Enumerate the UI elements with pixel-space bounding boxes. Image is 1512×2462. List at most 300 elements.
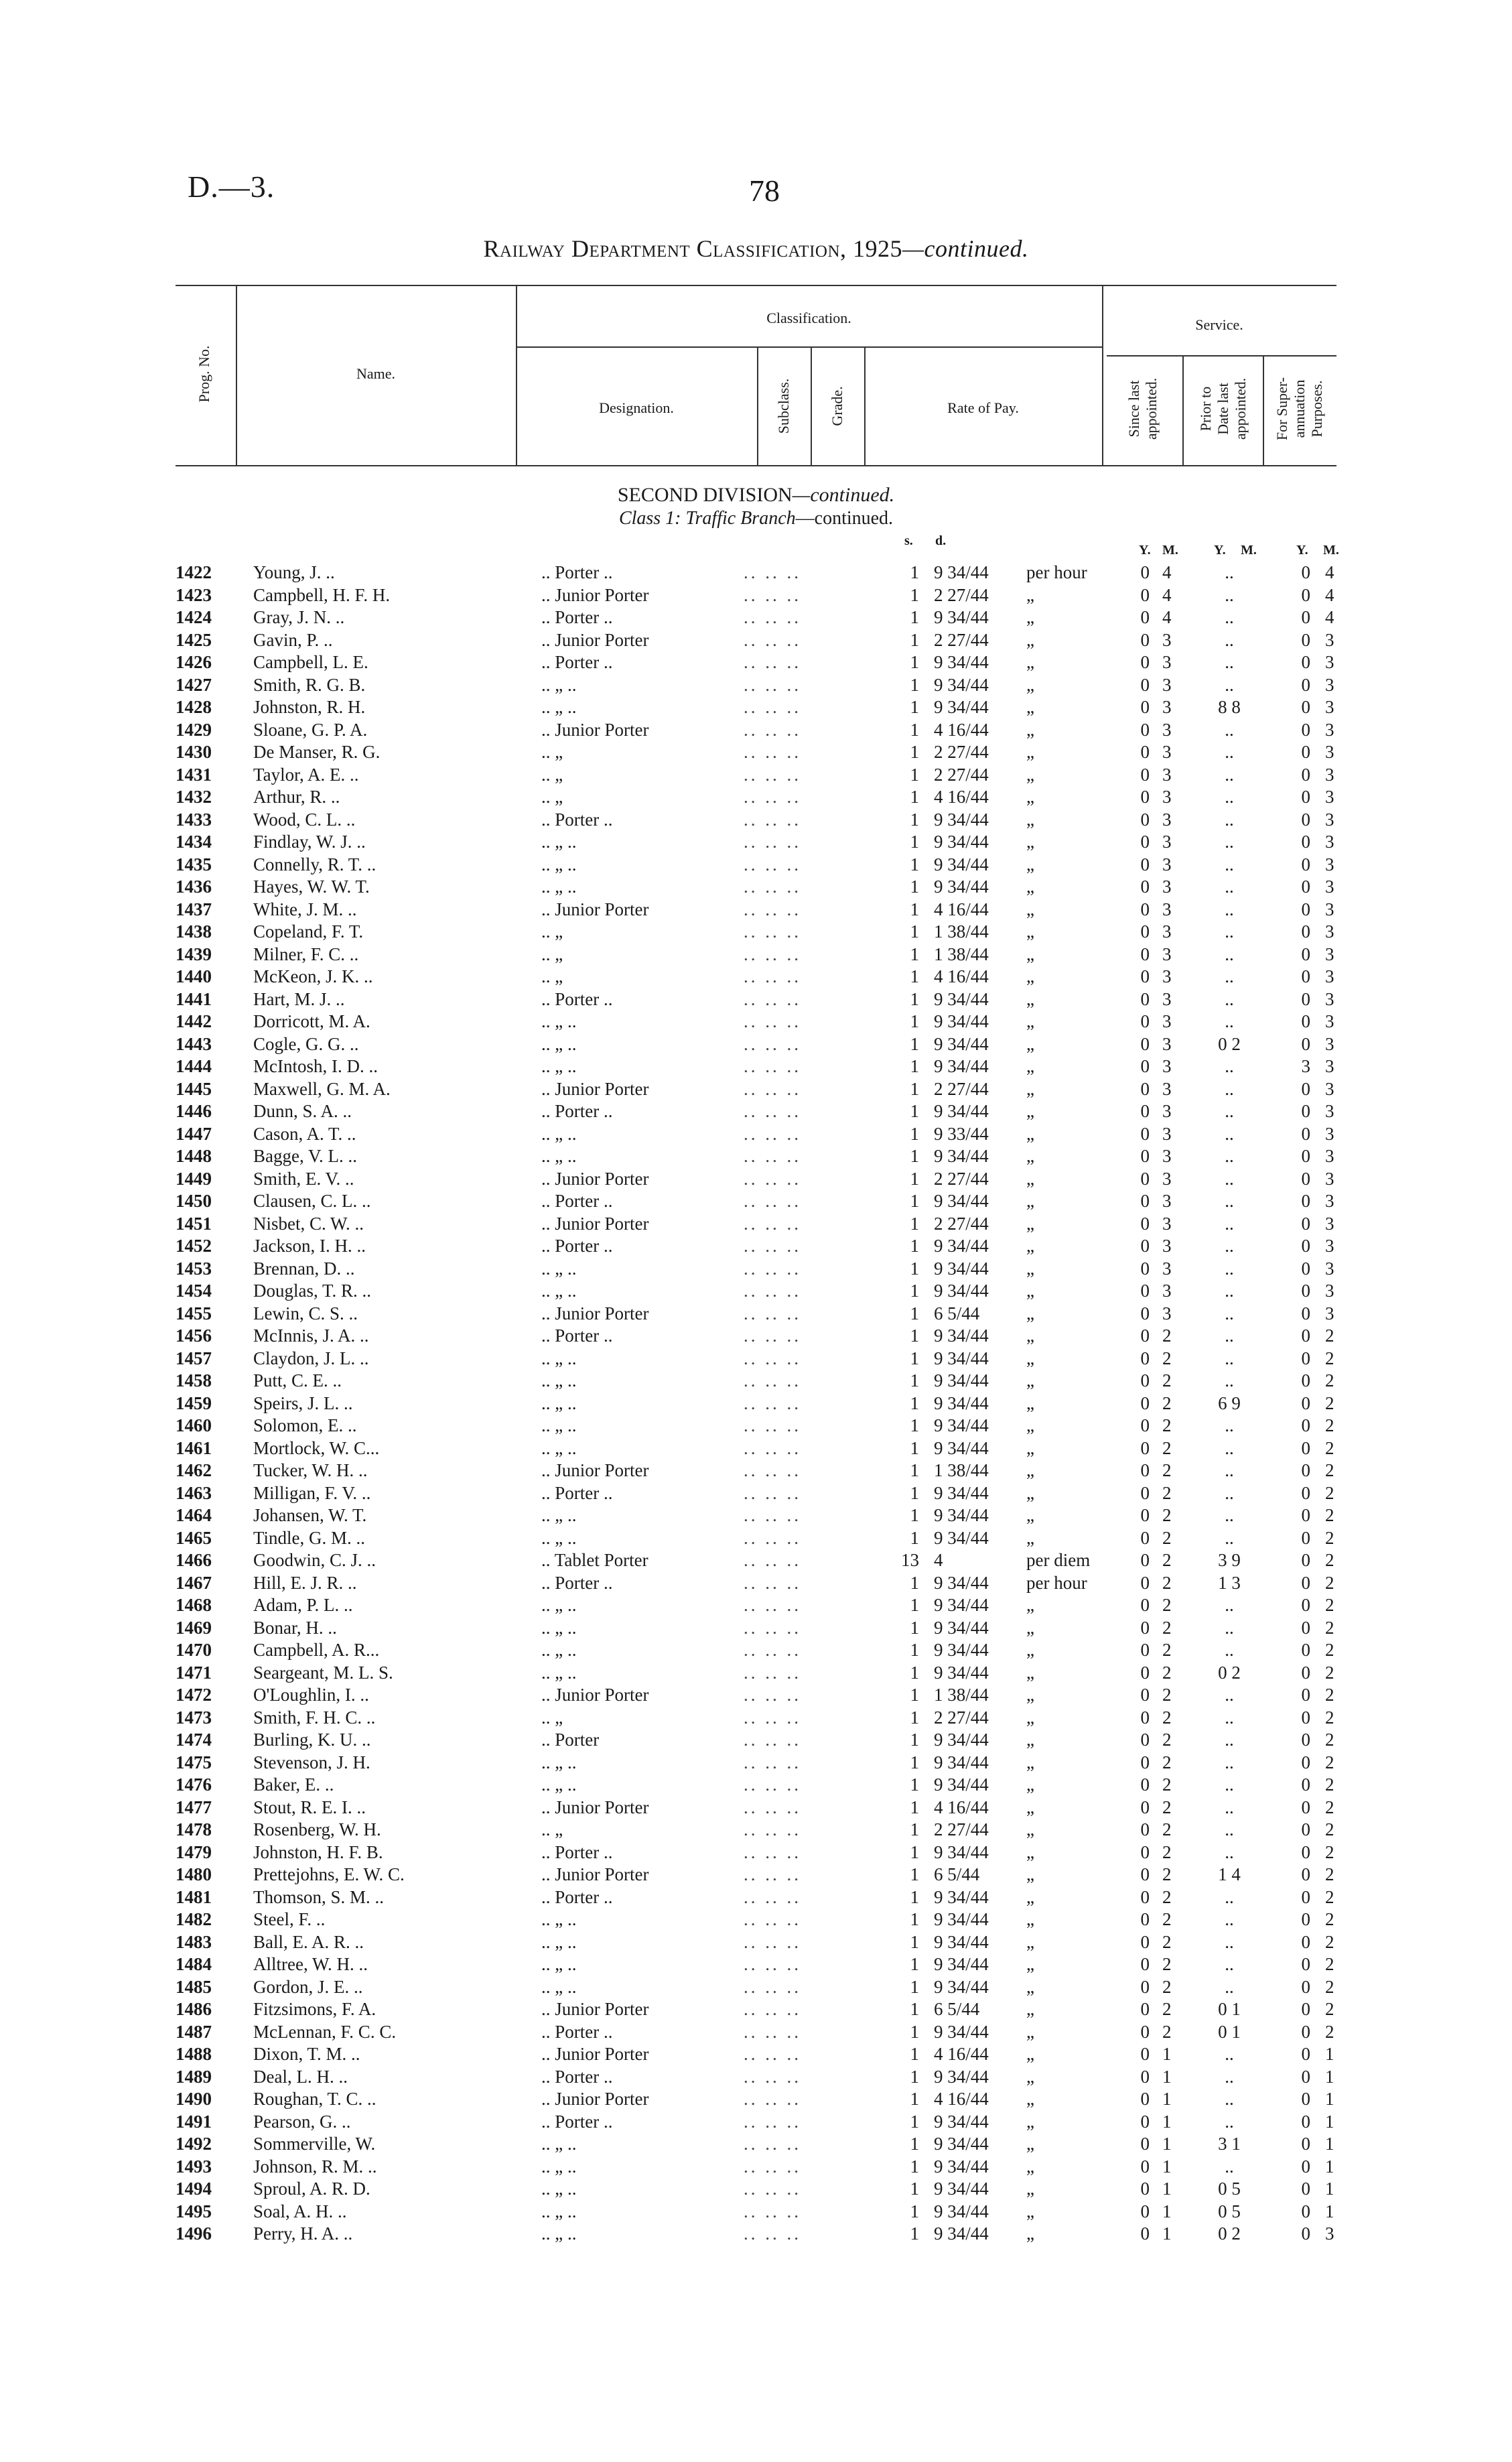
- pay-period: „: [1026, 809, 1034, 830]
- service-months: 2: [1162, 1370, 1172, 1390]
- superannuation-months: 3: [1325, 809, 1334, 830]
- pay-shillings: 1: [910, 742, 919, 762]
- pay-pence: 9 34/44: [934, 2179, 989, 2199]
- service-months: 2: [1162, 1999, 1172, 2019]
- prior-service: 1 3: [1218, 1572, 1241, 1593]
- designation: .. Junior Porter: [541, 899, 649, 919]
- prog-no: 1487: [176, 2021, 212, 2042]
- pay-pence: 9 34/44: [934, 2201, 989, 2221]
- service-years: 0: [1140, 1281, 1150, 1301]
- pay-period: „: [1026, 921, 1034, 942]
- leader-dots: .. .. ..: [744, 652, 801, 672]
- prog-no: 1437: [176, 899, 212, 919]
- leader-dots: .. .. ..: [744, 2021, 801, 2042]
- service-months: 2: [1162, 1819, 1172, 1839]
- superannuation-months: 2: [1325, 1819, 1334, 1839]
- employee-name: Burling, K. U. ..: [253, 1730, 371, 1750]
- leader-dots: .. .. ..: [744, 1123, 801, 1144]
- service-years: 0: [1140, 1707, 1150, 1728]
- table-row: [0, 584, 1512, 606]
- pay-period: „: [1026, 1886, 1034, 1907]
- superannuation-months: 3: [1325, 1011, 1334, 1031]
- service-months: 2: [1162, 1909, 1172, 1929]
- prior-service: 3 1: [1218, 2134, 1241, 2154]
- superannuation-months: 2: [1325, 1909, 1334, 1929]
- header-grade: Grade.: [829, 386, 845, 426]
- employee-name: Bonar, H. ..: [253, 1617, 337, 1638]
- pay-period: „: [1026, 832, 1034, 852]
- employee-name: Gavin, P. ..: [253, 629, 333, 650]
- service-months: 1: [1162, 2066, 1172, 2087]
- pay-period: „: [1026, 2021, 1034, 2042]
- superannuation-years: 0: [1301, 1662, 1310, 1683]
- table-row: [0, 1908, 1512, 1931]
- superannuation-years: 0: [1301, 1595, 1310, 1615]
- employee-name: Putt, C. E. ..: [253, 1370, 342, 1390]
- pay-shillings: 1: [910, 1191, 919, 1211]
- superannuation-months: 3: [1325, 988, 1334, 1009]
- superannuation-months: 2: [1325, 1685, 1334, 1705]
- leader-dots: .. .. ..: [744, 1078, 801, 1099]
- pay-period: „: [1026, 1595, 1034, 1615]
- pay-period: „: [1026, 1662, 1034, 1683]
- employee-name: Milligan, F. V. ..: [253, 1482, 371, 1503]
- leader-dots: .. .. ..: [744, 719, 801, 740]
- pay-pence: 9 34/44: [934, 988, 989, 1009]
- superannuation-years: 0: [1301, 1572, 1310, 1593]
- designation: .. „: [541, 787, 563, 807]
- service-years: 0: [1140, 1123, 1150, 1144]
- pay-shillings: 1: [910, 1886, 919, 1907]
- pay-period: „: [1026, 1909, 1034, 1929]
- prog-no: 1493: [176, 2156, 212, 2177]
- service-years: 0: [1140, 607, 1150, 627]
- prior-service: ..: [1225, 1348, 1234, 1368]
- employee-name: Dorricott, M. A.: [253, 1011, 370, 1031]
- leader-dots: .. .. ..: [744, 899, 801, 919]
- table-row: [0, 741, 1512, 763]
- pay-pence: 1 38/44: [934, 1460, 989, 1480]
- designation: .. Junior Porter: [541, 1078, 649, 1099]
- pay-pence: 9 34/44: [934, 697, 989, 717]
- service-years: 0: [1140, 697, 1150, 717]
- table-row: [0, 562, 1512, 584]
- pay-pence: 9 34/44: [934, 1011, 989, 1031]
- superannuation-years: 0: [1301, 1886, 1310, 1907]
- pay-shillings: 1: [910, 854, 919, 874]
- service-months: 3: [1162, 1281, 1172, 1301]
- superannuation-months: 1: [1325, 2201, 1334, 2221]
- employee-name: Seargeant, M. L. S.: [253, 1662, 393, 1683]
- prog-no: 1429: [176, 719, 212, 740]
- leader-dots: .. .. ..: [744, 1325, 801, 1346]
- employee-name: Thomson, S. M. ..: [253, 1886, 385, 1907]
- employee-name: Roughan, T. C. ..: [253, 2089, 376, 2109]
- leader-dots: .. .. ..: [744, 1281, 801, 1301]
- pay-pence: 9 34/44: [934, 1527, 989, 1548]
- superannuation-years: 0: [1301, 966, 1310, 986]
- leader-dots: .. .. ..: [744, 674, 801, 695]
- pay-pence: 9 34/44: [934, 1056, 989, 1076]
- prior-service: ..: [1225, 1527, 1234, 1548]
- designation: .. „ ..: [541, 1527, 577, 1548]
- service-months: 3: [1162, 1191, 1172, 1211]
- designation: .. Junior Porter: [541, 1460, 649, 1480]
- table-row: [0, 2111, 1512, 2133]
- superannuation-months: 2: [1325, 1595, 1334, 1615]
- leader-dots: .. .. ..: [744, 1640, 801, 1660]
- superannuation-years: 0: [1301, 1033, 1310, 1054]
- superannuation-months: 3: [1325, 854, 1334, 874]
- service-years: 0: [1140, 1841, 1150, 1862]
- prog-no: 1444: [176, 1056, 212, 1076]
- superannuation-years: 0: [1301, 1392, 1310, 1413]
- pay-pence: 9 34/44: [934, 2156, 989, 2177]
- pay-shillings: 1: [910, 1281, 919, 1301]
- superannuation-months: 3: [1325, 787, 1334, 807]
- employee-name: Campbell, L. E.: [253, 652, 368, 672]
- pay-pence: 9 34/44: [934, 2021, 989, 2042]
- prior-service: ..: [1225, 1146, 1234, 1166]
- prior-service: ..: [1225, 1841, 1234, 1862]
- table-row: [0, 1235, 1512, 1257]
- employee-name: O'Loughlin, I. ..: [253, 1685, 369, 1705]
- table-row: [0, 606, 1512, 629]
- pay-period: „: [1026, 1392, 1034, 1413]
- prog-no: 1435: [176, 854, 212, 874]
- pay-period: „: [1026, 1325, 1034, 1346]
- pay-pence: 4 16/44: [934, 1797, 989, 1817]
- table-row: [0, 1752, 1512, 1774]
- service-years: 0: [1140, 1886, 1150, 1907]
- service-months: 2: [1162, 1931, 1172, 1952]
- pay-period: „: [1026, 854, 1034, 874]
- employee-name: Cason, A. T. ..: [253, 1123, 356, 1144]
- designation: .. „ ..: [541, 2179, 577, 2199]
- service-years: 0: [1140, 877, 1150, 897]
- prog-no: 1496: [176, 2223, 212, 2244]
- service-years: 0: [1140, 1640, 1150, 1660]
- superannuation-years: 0: [1301, 787, 1310, 807]
- superannuation-years: 0: [1301, 1797, 1310, 1817]
- leader-dots: .. .. ..: [744, 1999, 801, 2019]
- prog-no: 1463: [176, 1482, 212, 1503]
- pay-period: „: [1026, 1685, 1034, 1705]
- leader-dots: .. .. ..: [744, 1437, 801, 1458]
- leader-dots: .. .. ..: [744, 1303, 801, 1323]
- employee-name: Smith, E. V. ..: [253, 1168, 354, 1189]
- service-years: 0: [1140, 1550, 1150, 1570]
- pay-pence: 9 34/44: [934, 1886, 989, 1907]
- prog-no: 1477: [176, 1797, 212, 1817]
- prior-service: 0 1: [1218, 2021, 1241, 2042]
- designation: .. Junior Porter: [541, 1685, 649, 1705]
- superannuation-months: 2: [1325, 2021, 1334, 2042]
- pay-shillings: 1: [910, 1864, 919, 1884]
- service-years: 0: [1140, 1348, 1150, 1368]
- pay-pence: 9 34/44: [934, 607, 989, 627]
- prior-service: ..: [1225, 832, 1234, 852]
- superannuation-years: 0: [1301, 742, 1310, 762]
- leader-dots: .. .. ..: [744, 1258, 801, 1279]
- prog-no: 1470: [176, 1640, 212, 1660]
- pay-pence: 9 34/44: [934, 2134, 989, 2154]
- service-months: 2: [1162, 1482, 1172, 1503]
- prog-no: 1473: [176, 1707, 212, 1728]
- prog-no: 1480: [176, 1864, 212, 1884]
- service-years: 0: [1140, 1572, 1150, 1593]
- header-subclass: Subclass.: [775, 378, 792, 434]
- pay-period: „: [1026, 2134, 1034, 2154]
- designation: .. Junior Porter: [541, 2089, 649, 2109]
- pay-pence: 9 34/44: [934, 1236, 989, 1256]
- designation: .. „ ..: [541, 877, 577, 897]
- table-row: [0, 1303, 1512, 1325]
- superannuation-years: 0: [1301, 2223, 1310, 2244]
- pay-shillings: 1: [910, 1078, 919, 1099]
- table-row: [0, 1684, 1512, 1706]
- employee-name: McInnis, J. A. ..: [253, 1325, 369, 1346]
- service-months: 3: [1162, 1213, 1172, 1234]
- designation: .. „ ..: [541, 1437, 577, 1458]
- leader-dots: .. .. ..: [744, 1572, 801, 1593]
- service-months: 2: [1162, 1415, 1172, 1435]
- pay-shillings: 1: [910, 1819, 919, 1839]
- superannuation-months: 4: [1325, 584, 1334, 605]
- table-row: [0, 1145, 1512, 1167]
- superannuation-years: 0: [1301, 1168, 1310, 1189]
- superannuation-years: 0: [1301, 1550, 1310, 1570]
- pay-shillings: 1: [910, 877, 919, 897]
- prog-no: 1495: [176, 2201, 212, 2221]
- leader-dots: .. .. ..: [744, 1146, 801, 1166]
- service-months: 2: [1162, 1617, 1172, 1638]
- superannuation-months: 3: [1325, 944, 1334, 964]
- service-months: 1: [1162, 2111, 1172, 2132]
- designation: .. „ ..: [541, 1281, 577, 1301]
- superannuation-years: 0: [1301, 2111, 1310, 2132]
- employee-name: Johnston, R. H.: [253, 697, 366, 717]
- leader-dots: .. .. ..: [744, 2044, 801, 2064]
- pay-pence: 9 34/44: [934, 1841, 989, 1862]
- service-years: 0: [1140, 2156, 1150, 2177]
- superannuation-years: 0: [1301, 854, 1310, 874]
- pay-period: „: [1026, 1258, 1034, 1279]
- employee-name: Wood, C. L. ..: [253, 809, 356, 830]
- designation: .. Junior Porter: [541, 1213, 649, 1234]
- service-years: 0: [1140, 674, 1150, 695]
- pay-shillings: 1: [910, 1168, 919, 1189]
- service-months: 3: [1162, 787, 1172, 807]
- leader-dots: .. .. ..: [744, 1595, 801, 1615]
- prog-no: 1462: [176, 1460, 212, 1480]
- table-row: [0, 1617, 1512, 1639]
- leader-dots: .. .. ..: [744, 1191, 801, 1211]
- prior-service: ..: [1225, 2111, 1234, 2132]
- prog-no: 1486: [176, 1999, 212, 2019]
- pay-shillings: 1: [910, 1123, 919, 1144]
- designation: .. Porter ..: [541, 607, 613, 627]
- superannuation-months: 3: [1325, 1281, 1334, 1301]
- superannuation-months: 3: [1325, 1056, 1334, 1076]
- service-years: 0: [1140, 809, 1150, 830]
- prog-no: 1456: [176, 1325, 212, 1346]
- superannuation-months: 1: [1325, 2156, 1334, 2177]
- header-superannuation: For Super- annuation Purposes.: [1274, 377, 1325, 441]
- pay-period: „: [1026, 1999, 1034, 2019]
- unit-years-2: Y.: [1214, 543, 1226, 558]
- pay-period: „: [1026, 719, 1034, 740]
- pay-pence: 9 34/44: [934, 2223, 989, 2244]
- employee-name: Soal, A. H. ..: [253, 2201, 347, 2221]
- designation: .. Porter ..: [541, 1101, 613, 1121]
- leader-dots: .. .. ..: [744, 1931, 801, 1952]
- prog-no: 1426: [176, 652, 212, 672]
- employee-name: Campbell, H. F. H.: [253, 584, 391, 605]
- prog-no: 1492: [176, 2134, 212, 2154]
- service-years: 0: [1140, 1527, 1150, 1548]
- leader-dots: .. .. ..: [744, 1348, 801, 1368]
- employee-name: Pearson, G. ..: [253, 2111, 351, 2132]
- designation: .. „ ..: [541, 1415, 577, 1435]
- superannuation-years: 0: [1301, 1482, 1310, 1503]
- employee-name: Bagge, V. L. ..: [253, 1146, 357, 1166]
- prior-service: ..: [1225, 742, 1234, 762]
- leader-dots: .. .. ..: [744, 1213, 801, 1234]
- prog-no: 1442: [176, 1011, 212, 1031]
- service-months: 2: [1162, 1864, 1172, 1884]
- pay-pence: 9 34/44: [934, 1730, 989, 1750]
- service-years: 0: [1140, 1976, 1150, 1997]
- pay-shillings: 1: [910, 1325, 919, 1346]
- pay-period: „: [1026, 1123, 1034, 1144]
- unit-years-3: Y.: [1296, 543, 1308, 558]
- pay-period: „: [1026, 1078, 1034, 1099]
- superannuation-years: 0: [1301, 809, 1310, 830]
- service-months: 3: [1162, 1303, 1172, 1323]
- prior-service: ..: [1225, 1954, 1234, 1974]
- designation: .. „ ..: [541, 1348, 577, 1368]
- superannuation-months: 1: [1325, 2111, 1334, 2132]
- table-row: [0, 1437, 1512, 1460]
- prog-no: 1472: [176, 1685, 212, 1705]
- employee-name: Hayes, W. W. T.: [253, 877, 370, 897]
- unit-pence: d.: [935, 533, 947, 548]
- employee-name: Smith, F. H. C. ..: [253, 1707, 376, 1728]
- pay-pence: 9 34/44: [934, 2066, 989, 2087]
- prior-service: ..: [1225, 1191, 1234, 1211]
- designation: .. Junior Porter: [541, 629, 649, 650]
- pay-shillings: 1: [910, 787, 919, 807]
- prior-service: ..: [1225, 2089, 1234, 2109]
- superannuation-years: 0: [1301, 988, 1310, 1009]
- service-years: 0: [1140, 629, 1150, 650]
- prior-service: 0 5: [1218, 2179, 1241, 2199]
- prog-no: 1489: [176, 2066, 212, 2087]
- service-years: 0: [1140, 2044, 1150, 2064]
- superannuation-years: 0: [1301, 1415, 1310, 1435]
- designation: .. Junior Porter: [541, 1999, 649, 2019]
- table-row: [0, 1931, 1512, 1953]
- service-months: 3: [1162, 1101, 1172, 1121]
- service-years: 0: [1140, 1797, 1150, 1817]
- prior-service: ..: [1225, 719, 1234, 740]
- leader-dots: .. .. ..: [744, 1976, 801, 1997]
- service-years: 0: [1140, 1146, 1150, 1166]
- pay-shillings: 1: [910, 1011, 919, 1031]
- page-title-main: Railway Department Classification, 1925: [483, 235, 903, 262]
- employee-name: McKeon, J. K. ..: [253, 966, 373, 986]
- pay-shillings: 1: [910, 2089, 919, 2109]
- prog-no: 1467: [176, 1572, 212, 1593]
- pay-pence: 9 33/44: [934, 1123, 989, 1144]
- prog-no: 1466: [176, 1550, 212, 1570]
- service-months: 2: [1162, 1392, 1172, 1413]
- service-years: 0: [1140, 2089, 1150, 2109]
- service-months: 3: [1162, 674, 1172, 695]
- employee-name: Findlay, W. J. ..: [253, 832, 366, 852]
- leader-dots: .. .. ..: [744, 2201, 801, 2221]
- superannuation-months: 1: [1325, 2134, 1334, 2154]
- employee-name: Arthur, R. ..: [253, 787, 340, 807]
- class-title: Class 1: Traffic Branch—continued.: [618, 508, 894, 529]
- prior-service: ..: [1225, 1931, 1234, 1952]
- pay-pence: 1 38/44: [934, 944, 989, 964]
- pay-shillings: 1: [910, 2223, 919, 2244]
- service-months: 4: [1162, 562, 1172, 582]
- prog-no: 1450: [176, 1191, 212, 1211]
- employee-name: Young, J. ..: [253, 562, 335, 582]
- service-months: 3: [1162, 1011, 1172, 1031]
- table-row: [0, 1572, 1512, 1594]
- table-row: [0, 1841, 1512, 1864]
- superannuation-years: 0: [1301, 1236, 1310, 1256]
- employee-name: Goodwin, C. J. ..: [253, 1550, 376, 1570]
- leader-dots: .. .. ..: [744, 1011, 801, 1031]
- table-row: [0, 1662, 1512, 1684]
- pay-period: „: [1026, 652, 1034, 672]
- service-months: 2: [1162, 1797, 1172, 1817]
- pay-period: „: [1026, 1370, 1034, 1390]
- employee-name: Cogle, G. G. ..: [253, 1033, 359, 1054]
- prog-no: 1422: [176, 562, 212, 582]
- pay-pence: 9 34/44: [934, 1572, 989, 1593]
- employee-name: Lewin, C. S. ..: [253, 1303, 358, 1323]
- leader-dots: .. .. ..: [744, 742, 801, 762]
- designation: .. Junior Porter: [541, 719, 649, 740]
- table-row: [0, 1078, 1512, 1100]
- service-years: 0: [1140, 1864, 1150, 1884]
- leader-dots: .. .. ..: [744, 2089, 801, 2109]
- pay-shillings: 1: [910, 1617, 919, 1638]
- pay-period: „: [1026, 1033, 1034, 1054]
- superannuation-months: 2: [1325, 1617, 1334, 1638]
- superannuation-years: 0: [1301, 1707, 1310, 1728]
- leader-dots: .. .. ..: [744, 1864, 801, 1884]
- prior-service: ..: [1225, 1595, 1234, 1615]
- table-row: [0, 1774, 1512, 1796]
- superannuation-months: 1: [1325, 2179, 1334, 2199]
- pay-period: „: [1026, 1168, 1034, 1189]
- leader-dots: .. .. ..: [744, 607, 801, 627]
- service-years: 0: [1140, 1617, 1150, 1638]
- pay-period: „: [1026, 1819, 1034, 1839]
- unit-months-2: M.: [1241, 543, 1257, 558]
- employee-name: Copeland, F. T.: [253, 921, 364, 942]
- table-row: [0, 1325, 1512, 1347]
- superannuation-years: 0: [1301, 1976, 1310, 1997]
- prior-service: ..: [1225, 2044, 1234, 2064]
